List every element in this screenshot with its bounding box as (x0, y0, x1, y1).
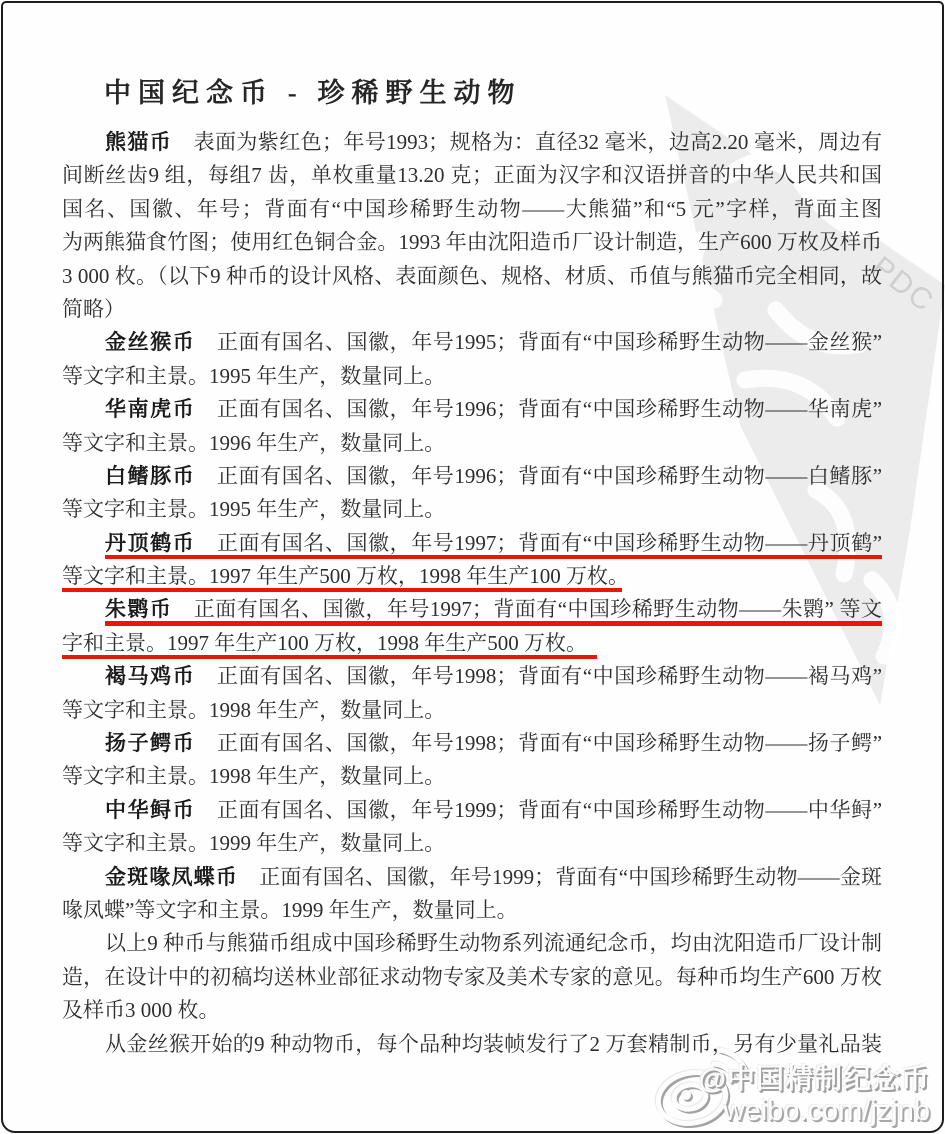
text-line: 熊猫币 表面为紫红色；年号1993；规格为：直径32 毫米，边高2.20 毫米，周边有 (105, 130, 883, 154)
text-line: 等文字和主景。1996 年生产，数量同上。 (62, 430, 446, 455)
red-underline (105, 555, 882, 560)
text-line: 等文字和主景。1998 年生产，数量同上。 (62, 764, 446, 789)
document-body (62, 126, 882, 1061)
coin-term: 熊猫币 (105, 130, 173, 154)
weibo-watermark (699, 1062, 930, 1128)
weibo-url: weibo.com/jzjnb (723, 1095, 930, 1127)
red-underline (105, 621, 882, 626)
text-line: 造，在设计中的初稿均送林业部征求动物专家及美术专家的意见。每种币均生产600 万枚 (62, 964, 882, 989)
text-line: 等文字和主景。1995 年生产，数量同上。 (62, 497, 446, 522)
text-line: 褐马鸡币 正面有国名、国徽，年号1998；背面有“中国珍稀野生动物——褐马鸡” (105, 664, 883, 689)
coin-term: 华南虎币 (105, 397, 196, 422)
text-line: 等文字和主景。1997 年生产500 万枚，1998 年生产100 万枚。 (62, 560, 882, 593)
red-underline (62, 588, 622, 593)
text-line: 等文字和主景。1998 年生产，数量同上。 (62, 697, 446, 722)
text-line: 扬子鳄币 正面有国名、国徽，年号1998；背面有“中国珍稀野生动物——扬子鳄” (105, 731, 883, 756)
text-line: 朱鹮币 正面有国名、国徽，年号1997；背面有“中国珍稀野生动物——朱鹮” 等文 (62, 593, 882, 626)
text-line: 金斑喙凤蝶币 正面有国名、国徽，年号1999；背面有“中国珍稀野生动物——金斑 (105, 864, 882, 889)
coin-term: 金丝猴币 (105, 330, 196, 355)
text-line: 3 000 枚。（以下9 种币的设计风格、表面颜色、规格、材质、币值与熊猫币完全相同，故 (62, 263, 882, 288)
coin-term: 白鳍豚币 (105, 463, 196, 488)
coin-term: 褐马鸡币 (105, 664, 196, 689)
text-line: 国名、国徽、年号；背面有“中国珍稀野生动物——大熊猫”和“5 元”字样，背面主图 (62, 196, 882, 221)
text-line: 华南虎币 正面有国名、国徽，年号1996；背面有“中国珍稀野生动物——华南虎” (105, 397, 883, 422)
text-line: 从金丝猴开始的9 种动物币，每个品种均装帧发行了2 万套精制币，另有少量礼品装 (105, 1031, 882, 1056)
text-line: 简略） (62, 296, 125, 321)
text-line: 喙凤蝶”等文字和主景。1999 年生产，数量同上。 (62, 897, 518, 922)
red-underline (62, 655, 597, 660)
text-line: 等文字和主景。1999 年生产，数量同上。 (62, 831, 446, 856)
text-line: 金丝猴币 正面有国名、国徽，年号1995；背面有“中国珍稀野生动物——金丝猴” (105, 330, 883, 355)
text-line: 以上9 种币与熊猫币组成中国珍稀野生动物系列流通纪念币，均由沈阳造币厂设计制 (105, 931, 882, 956)
coin-term: 丹顶鹤币 (105, 530, 196, 555)
text-line: 为两熊猫食竹图；使用红色铜合金。1993 年由沈阳造币厂设计制造，生产600 万枚及样币 (62, 230, 882, 255)
text-line: 及样币3 000 枚。 (62, 998, 220, 1023)
coin-term: 扬子鳄币 (105, 731, 196, 756)
coin-term: 中华鲟币 (105, 797, 196, 822)
text-line: 字和主景。1997 年生产100 万枚，1998 年生产500 万枚。 (62, 627, 882, 660)
coin-term: 朱鹮币 (105, 597, 173, 622)
text-line: 中华鲟币 正面有国名、国徽，年号1999；背面有“中国珍稀野生动物——中华鲟” (105, 797, 883, 822)
weibo-handle: @中国精制纪念币 (698, 1063, 930, 1094)
text-line: 等文字和主景。1995 年生产，数量同上。 (62, 363, 446, 388)
coin-term: 金斑喙凤蝶币 (105, 864, 239, 889)
text-line: 间断丝齿9 组，每组7 齿，单枚重量13.20 克；正面为汉字和汉语拼音的中华人民共和国 (62, 163, 882, 188)
text-line: 丹顶鹤币 正面有国名、国徽，年号1997；背面有“中国珍稀野生动物——丹顶鹤” (62, 527, 882, 560)
page-title: 中国纪念币 - 珍稀野生动物 (104, 78, 522, 108)
pdc-watermark: PDC (865, 250, 941, 319)
text-line: 白鳍豚币 正面有国名、国徽，年号1996；背面有“中国珍稀野生动物——白鳍豚” (105, 463, 883, 488)
